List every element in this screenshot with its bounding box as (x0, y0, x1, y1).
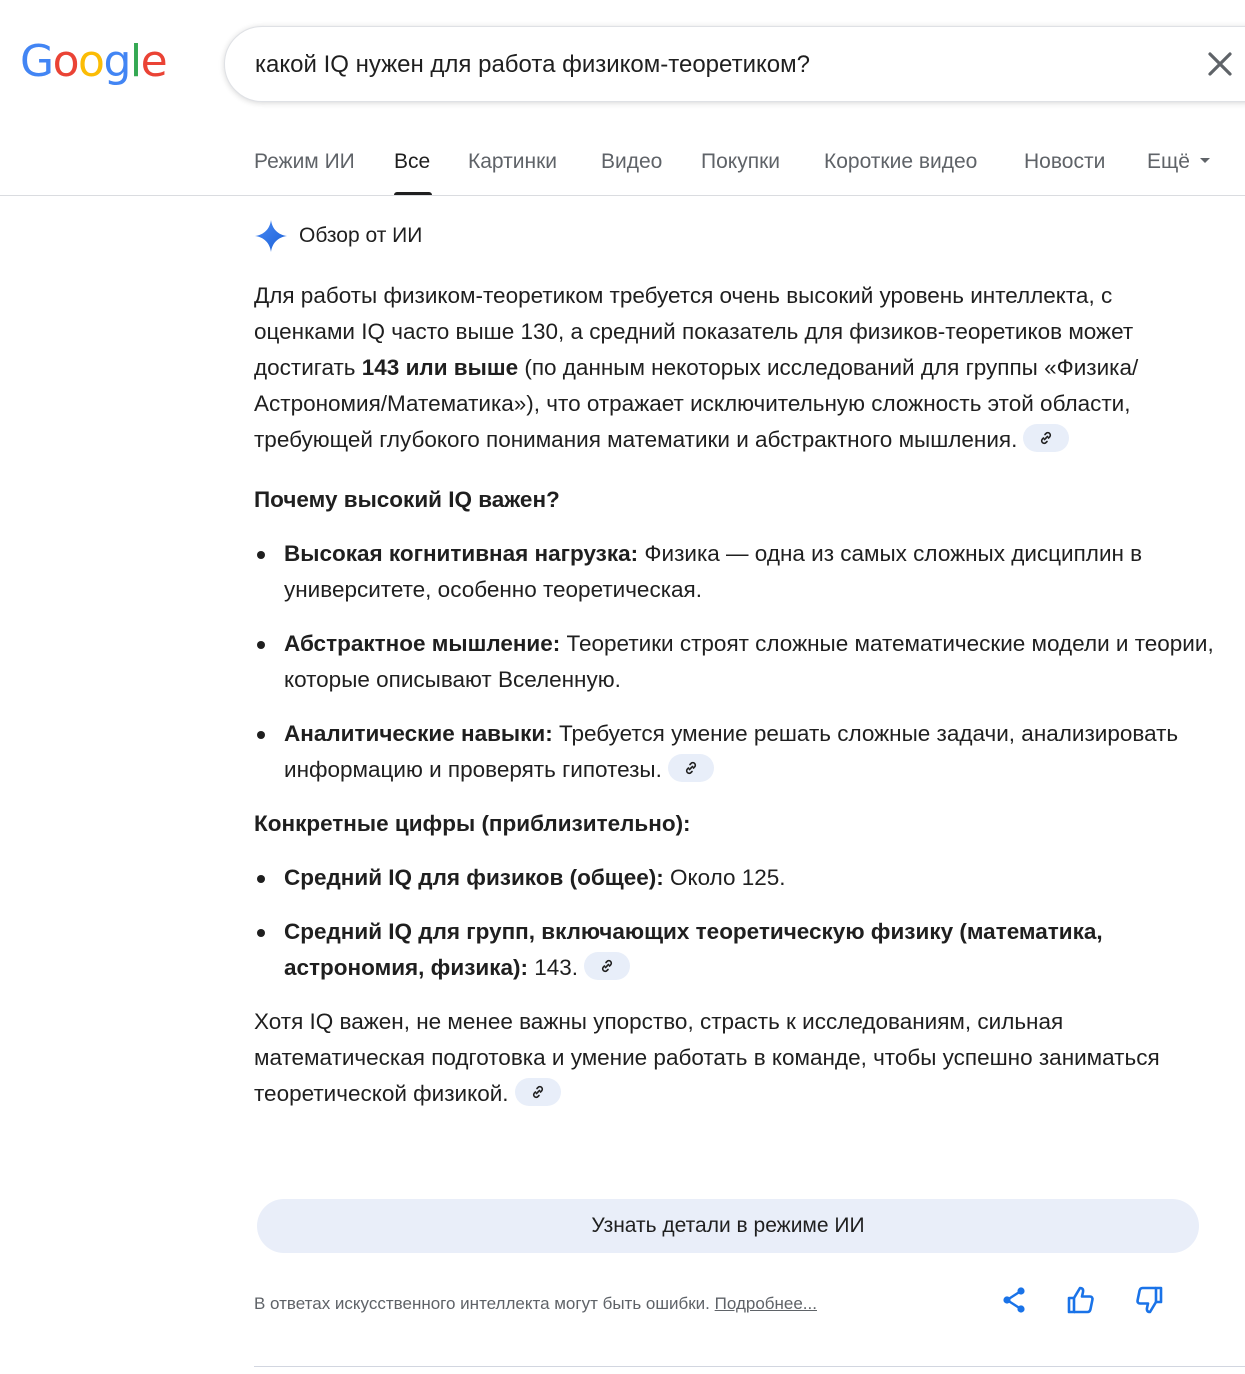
search-box[interactable] (224, 26, 1245, 102)
section-divider (254, 1366, 1245, 1367)
share-icon[interactable] (998, 1284, 1030, 1316)
tab-label: Покупки (701, 150, 780, 173)
why-list (254, 536, 1214, 788)
tab-label: Короткие видео (824, 150, 978, 173)
list-item-text: Теоретики строят сложные математические модели и теории, которые описывают Вселенную. (284, 631, 1214, 692)
ai-mode-details-button[interactable]: Узнать детали в режиме ИИ (257, 1199, 1199, 1253)
google-logo[interactable] (20, 34, 166, 90)
ai-overview-footer (254, 1280, 1245, 1330)
learn-more-link[interactable]: Подробнее... (714, 1294, 817, 1313)
thumbs-down-icon[interactable] (1134, 1284, 1166, 1316)
close-icon (1200, 44, 1240, 84)
link-icon (1038, 430, 1054, 446)
tab-label: Ещё (1147, 150, 1190, 173)
link-icon (599, 958, 615, 974)
intro-text: (по данным некоторых исследований для группы «Физика/Астрономия/Математика»), что отражает исключительную сложность этой области, требующей глубокого понимания математики и абстрактного мышления. (254, 355, 1139, 452)
ai-overview-title: Обзор от ИИ (299, 224, 423, 247)
list-item (254, 914, 1214, 986)
sparkle-icon (254, 219, 288, 253)
tab-news[interactable] (1024, 150, 1105, 174)
ai-overview-content (254, 278, 1214, 1112)
closing-paragraph (254, 1004, 1214, 1112)
figures-list (254, 860, 1214, 986)
logo-letter: e (140, 36, 167, 87)
closing-text: Хотя IQ важен, не менее важны упорство, страсть к исследованиям, сильная математическая подготовка и умение работать в команде, чтобы успешно заниматься теоретической физикой. (254, 1009, 1160, 1106)
logo-letter: g (103, 36, 130, 87)
tab-videos[interactable] (601, 150, 662, 174)
list-item-bold: Средний IQ для физиков (общее): (284, 865, 664, 890)
chevron-down-icon (1200, 158, 1210, 163)
source-link-button[interactable] (515, 1078, 561, 1106)
tab-label: Картинки (468, 150, 557, 173)
source-link-button[interactable] (668, 754, 714, 782)
why-heading: Почему высокий IQ важен? (254, 487, 560, 512)
list-item-text: 143. (527, 955, 579, 980)
tab-shopping[interactable] (701, 150, 780, 174)
list-item-bold: Средний IQ для групп, включающих теоретическую физику (математика, астрономия, физика): (284, 919, 1103, 980)
tab-label: Видео (601, 150, 663, 173)
intro-paragraph (254, 278, 1214, 458)
clear-search-button[interactable] (1200, 44, 1240, 84)
list-item-text: Требуется умение решать сложные задачи, анализировать информацию и проверять гипотезы. (284, 721, 1179, 782)
tab-label: Режим ИИ (254, 150, 355, 173)
intro-text: Для работы физиком-теоретиком требуется очень высокий уровень интеллекта, с оценками IQ часто выше 130, а средний показатель для физиков-теоретиков может достигать (254, 283, 1134, 380)
logo-letter: G (20, 36, 53, 87)
disclaimer-text: В ответах искусственного интеллекта могут быть ошибки. (254, 1294, 710, 1313)
list-item-bold: Аналитические навыки: (284, 721, 553, 746)
list-item-text: Около 125. (663, 865, 786, 890)
logo-letter: o (52, 36, 79, 87)
logo-letter: o (78, 36, 104, 87)
search-tabs (0, 130, 1245, 196)
source-link-button[interactable] (1023, 424, 1069, 452)
tab-more[interactable] (1147, 150, 1210, 174)
figures-heading: Конкретные цифры (приблизительно): (254, 811, 691, 836)
list-item (254, 536, 1214, 608)
link-icon (683, 760, 699, 776)
link-icon (530, 1084, 546, 1100)
search-input[interactable] (255, 45, 1155, 85)
tab-short-videos[interactable] (824, 150, 977, 174)
tab-ai-mode[interactable] (254, 150, 355, 174)
intro-bold: 143 или выше (361, 355, 519, 380)
list-item-bold: Высокая когнитивная нагрузка: (284, 541, 639, 566)
tab-label: Все (394, 150, 431, 173)
source-link-button[interactable] (584, 952, 630, 980)
ai-overview-header (254, 218, 422, 254)
active-tab-indicator (394, 192, 432, 195)
list-item-bold: Абстрактное мышление: (284, 631, 561, 656)
tab-label: Новости (1024, 150, 1106, 173)
list-item (254, 626, 1214, 698)
tab-all[interactable] (394, 150, 430, 174)
logo-letter: l (129, 36, 141, 87)
disclaimer (254, 1294, 817, 1314)
list-item (254, 716, 1214, 788)
tab-images[interactable] (468, 150, 557, 174)
list-item-text: Физика — одна из самых сложных дисциплин в университете, особенно теоретическая. (284, 541, 1143, 602)
list-item (254, 860, 1214, 896)
thumbs-up-icon[interactable] (1064, 1284, 1096, 1316)
